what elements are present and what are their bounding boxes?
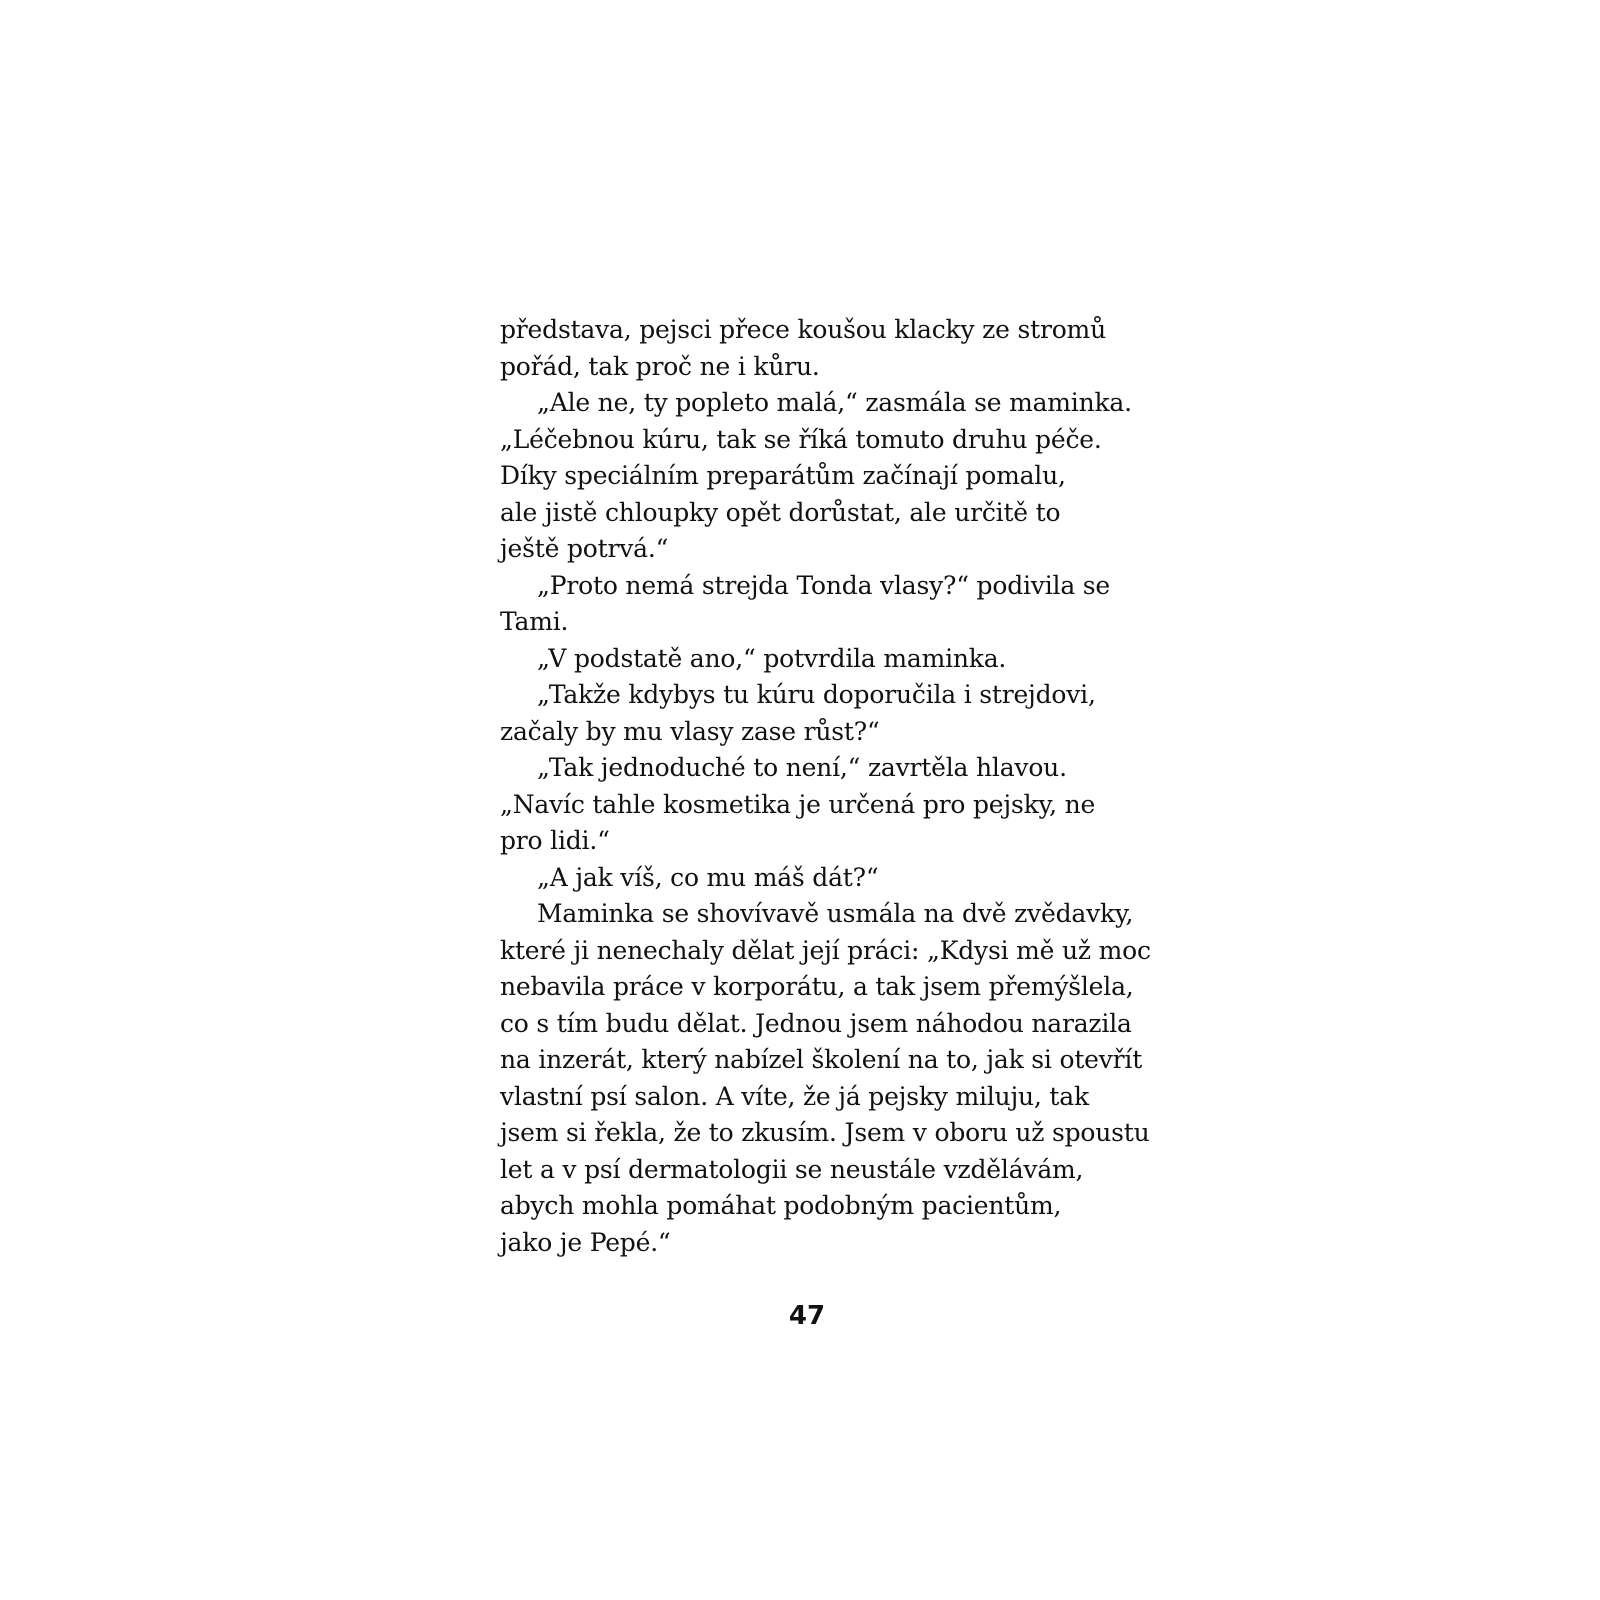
text-line: abych mohla pomáhat podobným pacientům, bbox=[500, 1191, 1062, 1220]
page-number: 47 bbox=[788, 1301, 826, 1331]
text-line: „A jak víš, co mu máš dát?“ bbox=[537, 862, 879, 892]
text-line: vlastní psí salon. A víte, že já pejsky miluju, tak bbox=[500, 1081, 1089, 1111]
text-line: Díky speciálním preparátům začínají pomalu, bbox=[500, 461, 1066, 490]
text-line: ale jistě chloupky opět dorůstat, ale určitě to bbox=[500, 497, 1061, 527]
text-line: Tami. bbox=[500, 607, 569, 636]
text-line: „Ale ne, ty popleto malá,“ zasmála se maminka. bbox=[537, 388, 1132, 417]
text-line: let a v psí dermatologii se neustále vzdělávám, bbox=[500, 1154, 1084, 1184]
text-line: „Navíc tahle kosmetika je určená pro pejsky, ne bbox=[500, 789, 1096, 819]
text-line: ještě potrvá.“ bbox=[500, 534, 669, 563]
text-line: „Tak jednoduché to není,“ zavrtěla hlavou. bbox=[537, 753, 1067, 782]
text-line: jsem si řekla, že to zkusím. Jsem v oboru už spoustu bbox=[500, 1118, 1150, 1147]
text-line: které ji nenechaly dělat její práci: „Kdysi mě už moc bbox=[500, 935, 1151, 965]
text-line: začaly by mu vlasy zase růst?“ bbox=[500, 716, 880, 746]
text-line: Maminka se shovívavě usmála na dvě zvědavky, bbox=[537, 899, 1134, 928]
text-line: „V podstatě ano,“ potvrdila maminka. bbox=[537, 643, 1007, 673]
text-line: „Proto nemá strejda Tonda vlasy?“ podivila se bbox=[537, 570, 1110, 600]
text-line: pro lidi.“ bbox=[500, 826, 610, 855]
text-line: „Léčebnou kúru, tak se říká tomuto druhu péče. bbox=[500, 424, 1102, 454]
text-line: co s tím budu dělat. Jednou jsem náhodou narazila bbox=[500, 1008, 1132, 1038]
text-line: představa, pejsci přece koušou klacky ze stromů bbox=[500, 315, 1106, 344]
text-line: jako je Pepé.“ bbox=[500, 1227, 671, 1257]
body-text bbox=[500, 312, 1151, 1261]
text-line: na inzerát, který nabízel školení na to, jak si otevřít bbox=[500, 1045, 1143, 1074]
text-line: nebavila práce v korporátu, a tak jsem přemýšlela, bbox=[500, 972, 1134, 1001]
text-line: pořád, tak proč ne i kůru. bbox=[500, 351, 820, 381]
text-line: „Takže kdybys tu kúru doporučila i strejdovi, bbox=[537, 680, 1096, 709]
